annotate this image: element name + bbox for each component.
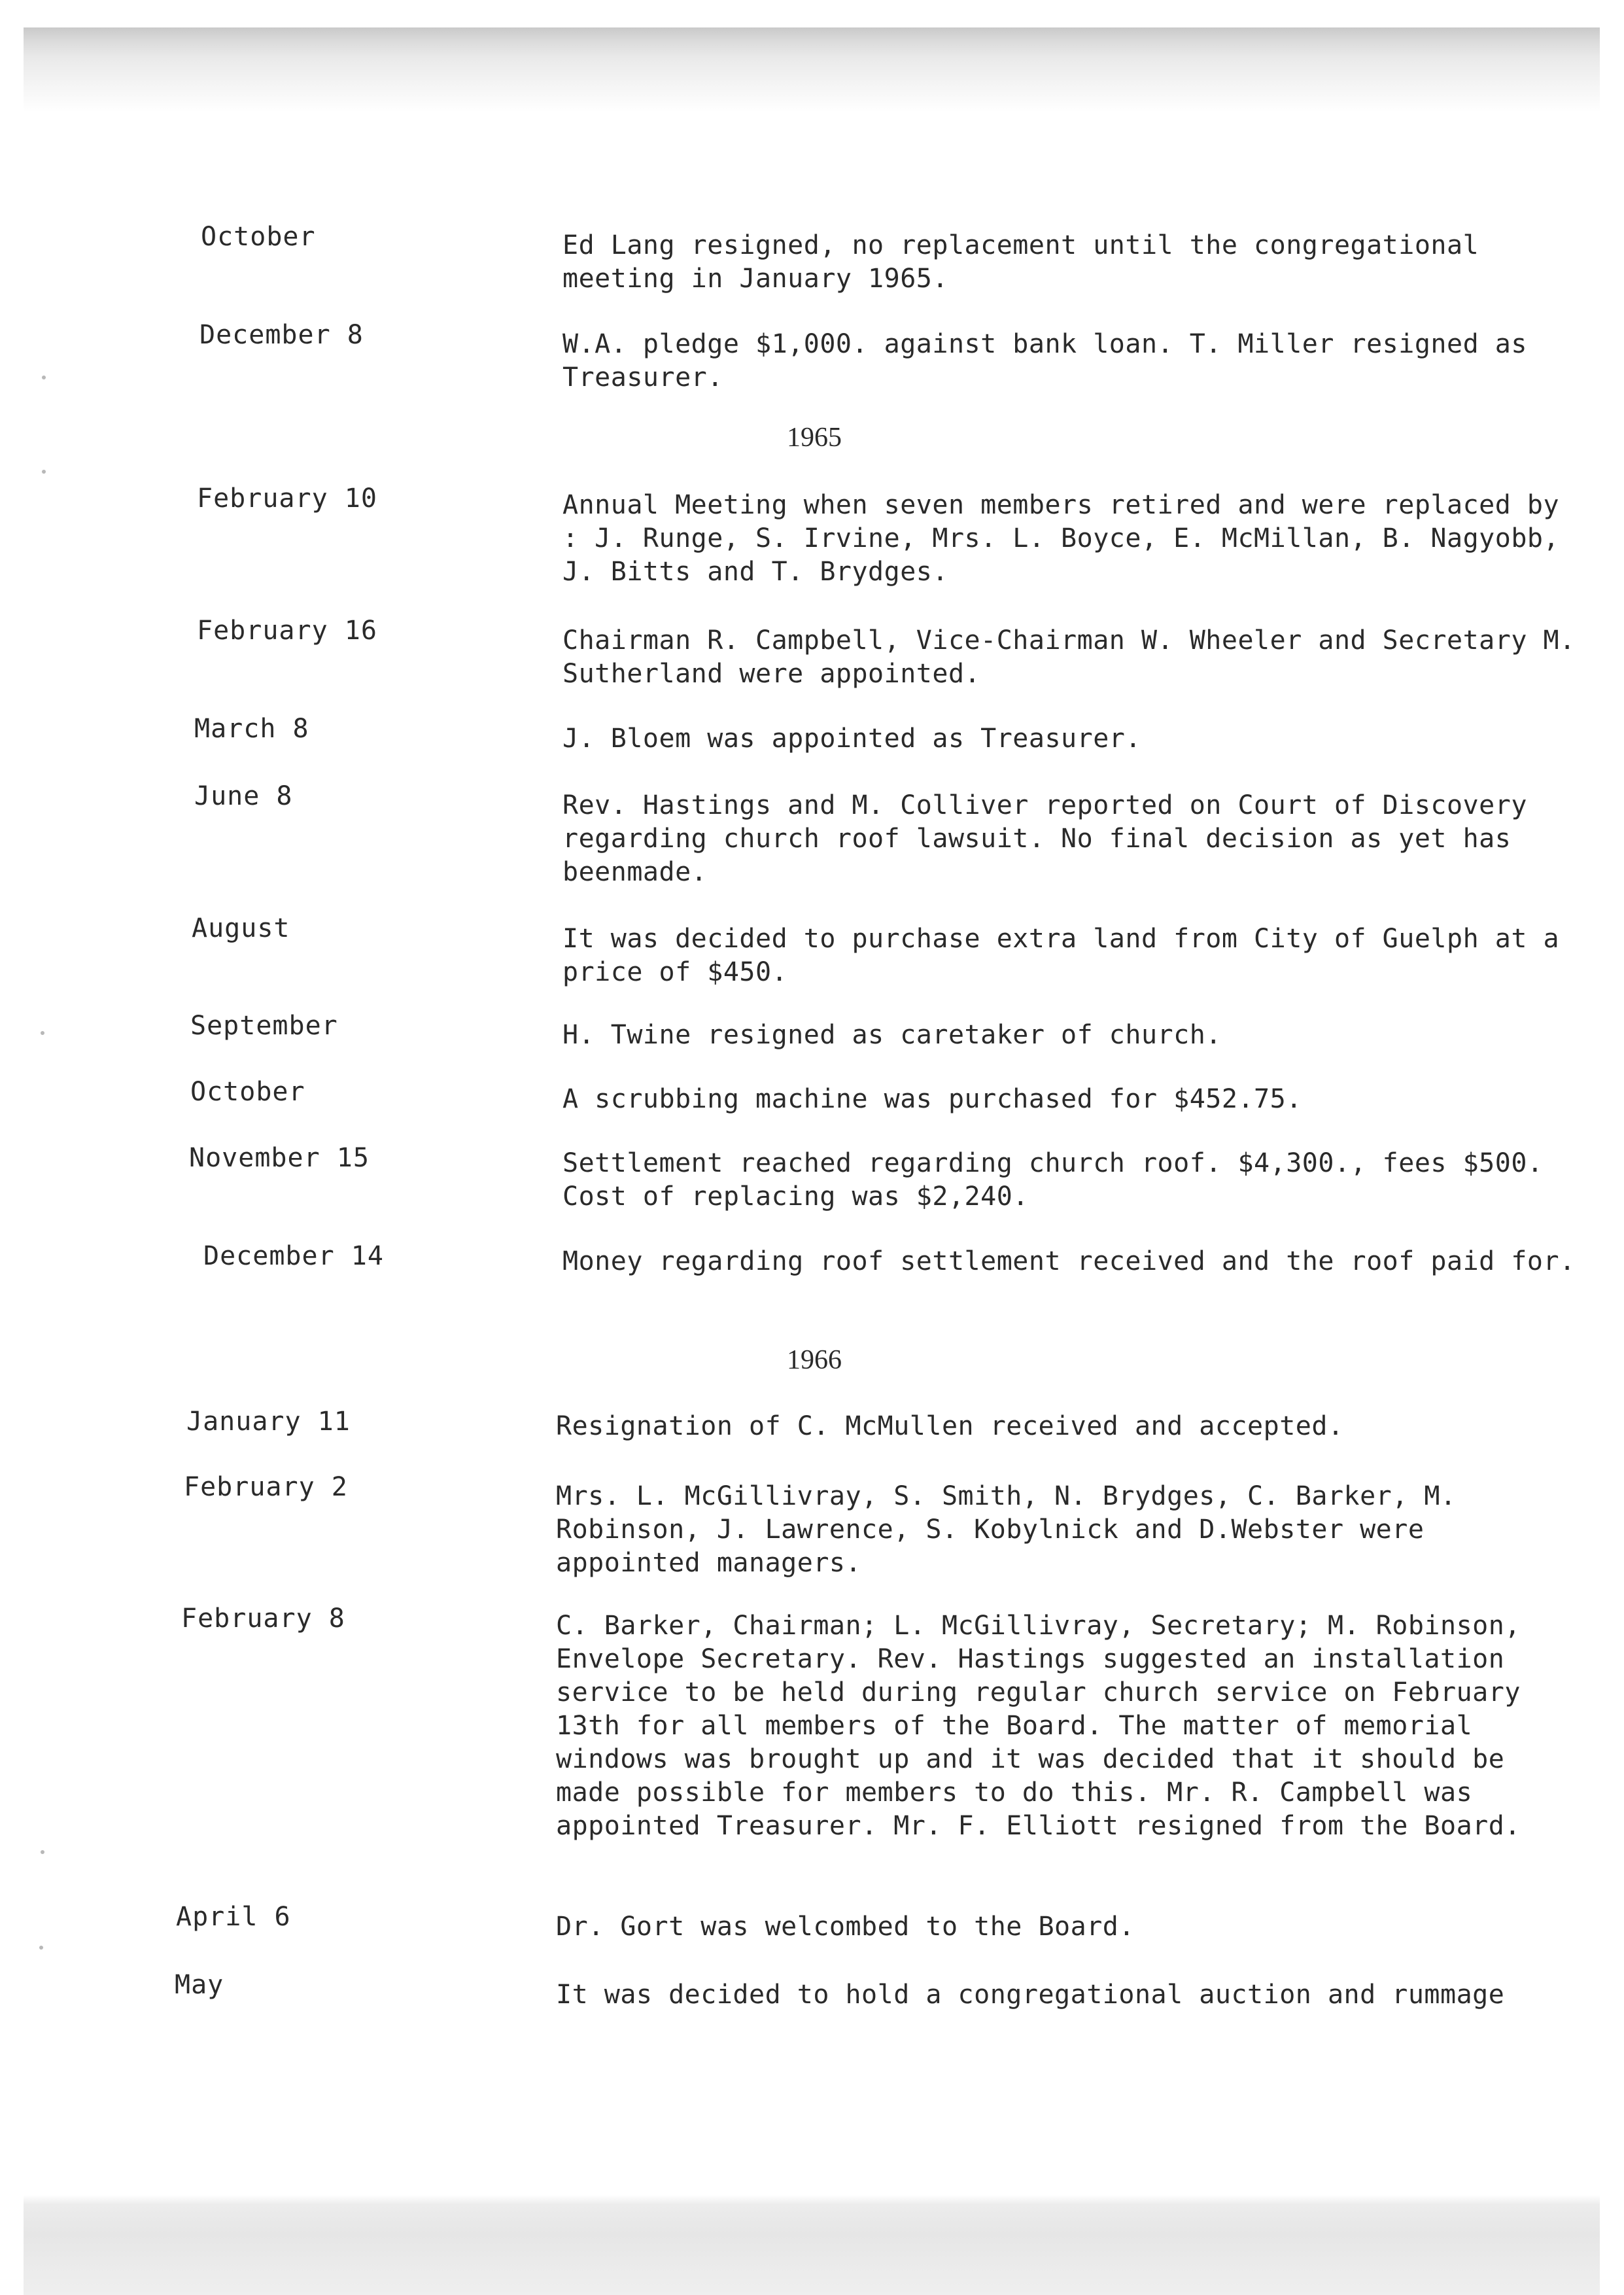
entry-text: C. Barker, Chairman; L. McGillivray, Secretary; M. Robinson, Envelope Secretary. Rev. Hastings suggested an installation service to be held during regular church service on February 13th for all members of the Board. The matter of memorial windows was brought up and it was decided that it should be made possible for members to do this. Mr. R. Campbell was appointed Treasurer. Mr. F. Elliott resigned from the Board. [556, 1611, 1521, 1841]
entry-date: February 8 [181, 1603, 345, 1634]
entry-text: Ed Lang resigned, no replacement until the congregational meeting in January 1965. [562, 230, 1479, 294]
entry-text: Dr. Gort was welcombed to the Board. [556, 1912, 1135, 1942]
year-heading: 1965 [787, 423, 842, 453]
entry-text: A scrubbing machine was purchased for $452.75. [562, 1084, 1302, 1114]
scan-speck [39, 1946, 43, 1950]
entry-text: Rev. Hastings and M. Colliver reported on Court of Discovery regarding church roof lawsuit. No final decision as yet has beenmade. [562, 790, 1527, 887]
entry-date: March 8 [194, 714, 309, 744]
entry-text: Annual Meeting when seven members retired and were replaced by : J. Runge, S. Irvine, Mrs. L. Boyce, E. McMillan, B. Nagyobb, J. Bitts and T. Brydges. [562, 490, 1560, 587]
scan-speck [41, 1850, 44, 1854]
entry-date: November 15 [189, 1143, 370, 1173]
year-heading: 1966 [787, 1345, 842, 1375]
entry-text: H. Twine resigned as caretaker of church. [562, 1020, 1222, 1050]
scan-speck [42, 470, 46, 474]
entry-text: Money regarding roof settlement received and the roof paid for. [562, 1246, 1576, 1276]
entry-text: It was decided to hold a congregational auction and rummage [556, 1980, 1505, 2010]
entry-date: May [175, 1970, 224, 2000]
entry-text: Settlement reached regarding church roof. $4,300., fees $500. Cost of replacing was $2,240. [562, 1148, 1544, 1212]
scan-bottom-shadow [24, 2195, 1600, 2295]
entry-date: August [192, 913, 290, 943]
entry-date: September [190, 1011, 338, 1041]
entry-date: April 6 [176, 1902, 291, 1932]
scan-speck [42, 376, 46, 379]
entry-date: January 11 [186, 1407, 351, 1437]
entry-text: It was decided to purchase extra land from City of Guelph at a price of $450. [562, 924, 1560, 987]
entry-date: February 16 [197, 616, 377, 646]
entry-date: October [190, 1077, 305, 1107]
entry-date: February 2 [184, 1472, 348, 1502]
entry-date: June 8 [194, 781, 293, 811]
entry-date: February 10 [197, 483, 377, 514]
entry-date: December 8 [199, 320, 364, 350]
entry-date: October [201, 222, 316, 252]
entry-date: December 14 [203, 1241, 384, 1271]
entry-text: J. Bloem was appointed as Treasurer. [562, 724, 1141, 754]
scan-speck [41, 1031, 44, 1035]
entry-text: Mrs. L. McGillivray, S. Smith, N. Brydges, C. Barker, M. Robinson, J. Lawrence, S. Kobylnick and D.Webster were appointed managers. [556, 1481, 1457, 1578]
entry-text: Chairman R. Campbell, Vice-Chairman W. Wheeler and Secretary M. Sutherland were appointed. [562, 625, 1576, 689]
scan-top-shadow [24, 27, 1600, 113]
entry-text: W.A. pledge $1,000. against bank loan. T. Miller resigned as Treasurer. [562, 329, 1527, 393]
entry-text: Resignation of C. McMullen received and accepted. [556, 1411, 1344, 1441]
